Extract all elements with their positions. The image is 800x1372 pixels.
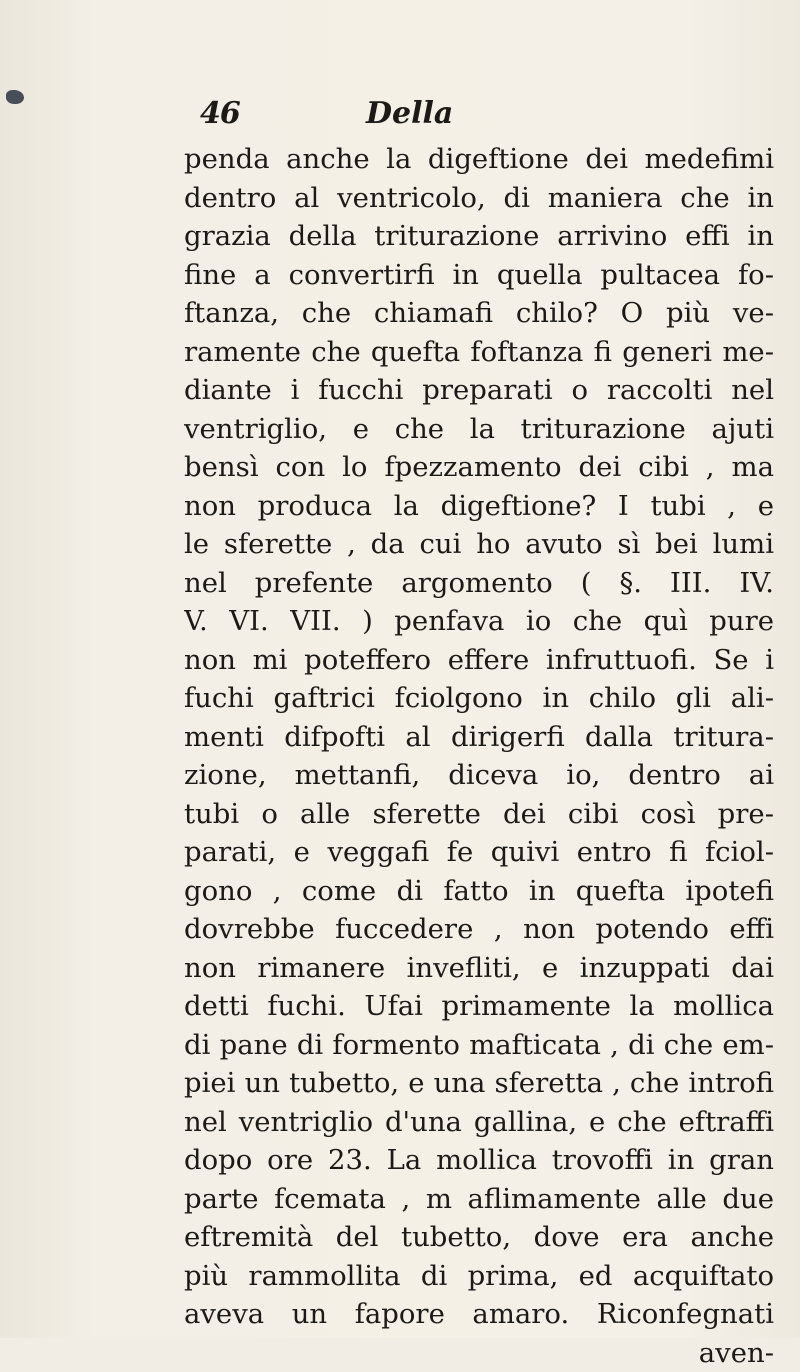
text-line: menti difpofti al dirigerfi dalla tritura- bbox=[184, 718, 774, 757]
text-line: non mi poteffero effere infruttuofi. Se i bbox=[184, 641, 774, 680]
text-line: detti fuchi. Ufai primamente la mollica bbox=[184, 987, 774, 1026]
page-number: 46 bbox=[200, 96, 240, 131]
text-line: diante i fucchi preparati o raccolti nel bbox=[184, 371, 774, 410]
text-line: ftanza, che chiamafi chilo? O più ve- bbox=[184, 294, 774, 333]
text-line: dentro al ventricolo, di maniera che in bbox=[184, 179, 774, 218]
page-header bbox=[0, 96, 800, 146]
text-line: zione, mettanfi, diceva io, dentro ai bbox=[184, 756, 774, 795]
text-line: penda anche la digeftione dei medefimi bbox=[184, 140, 774, 179]
text-line: gono , come di fatto in quefta ipotefi bbox=[184, 872, 774, 911]
text-line: le sferette , da cui ho avuto sì bei lumi bbox=[184, 525, 774, 564]
text-line: nel prefente argomento ( §. III. IV. bbox=[184, 564, 774, 603]
text-line: parte fcemata , m aflimamente alle due bbox=[184, 1180, 774, 1219]
text-line: non rimanere invefliti, e inzuppati dai bbox=[184, 949, 774, 988]
text-line: dopo ore 23. La mollica trovoffi in gran bbox=[184, 1141, 774, 1180]
text-line: aveva un fapore amaro. Riconfegnati bbox=[184, 1295, 774, 1334]
text-line: non produca la digeftione? I tubi , e bbox=[184, 487, 774, 526]
running-head: Della bbox=[366, 96, 453, 131]
text-line: piei un tubetto, e una sferetta , che introfi bbox=[184, 1064, 774, 1103]
catchword: aven- bbox=[184, 1334, 774, 1372]
text-line: V. VI. VII. ) penfava io che quì pure bbox=[184, 602, 774, 641]
text-line: di pane di formento mafticata , di che em- bbox=[184, 1026, 774, 1065]
text-line: tubi o alle sferette dei cibi così pre- bbox=[184, 795, 774, 834]
body-text bbox=[184, 140, 774, 1372]
text-line: ramente che quefta foftanza fi generi me- bbox=[184, 333, 774, 372]
text-line: parati, e veggafi fe quivi entro fi fciol- bbox=[184, 833, 774, 872]
text-line: bensì con lo fpezzamento dei cibi , ma bbox=[184, 448, 774, 487]
text-line: fuchi gaftrici fciolgono in chilo gli ali- bbox=[184, 679, 774, 718]
text-line: fine a convertirfi in quella pultacea fo- bbox=[184, 256, 774, 295]
text-line: più rammollita di prima, ed acquiftato bbox=[184, 1257, 774, 1296]
text-line: ventriglio, e che la triturazione ajuti bbox=[184, 410, 774, 449]
text-line: nel ventriglio d'una gallina, e che eftraffi bbox=[184, 1103, 774, 1142]
text-line: grazia della triturazione arrivino effi in bbox=[184, 217, 774, 256]
text-line: eftremità del tubetto, dove era anche bbox=[184, 1218, 774, 1257]
text-line: dovrebbe fuccedere , non potendo effi bbox=[184, 910, 774, 949]
